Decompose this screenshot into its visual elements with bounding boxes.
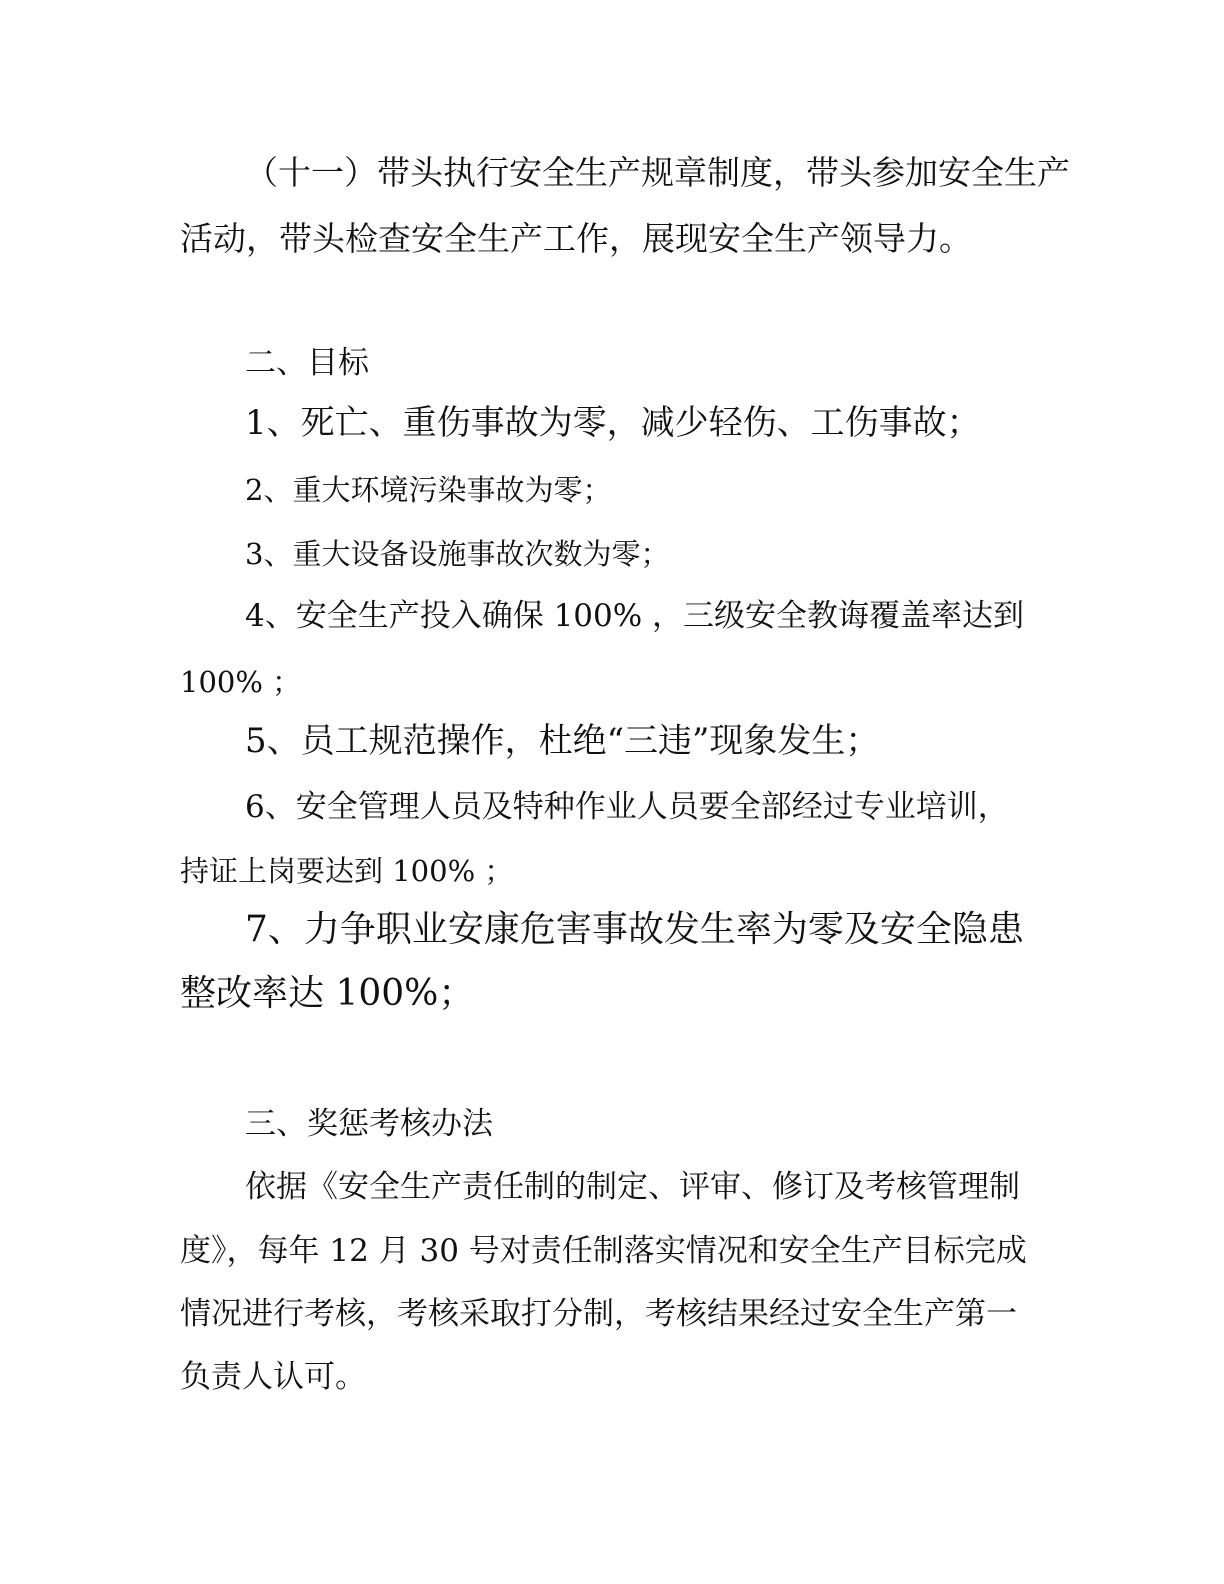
goal-item-7-line-1: 7、力争职业安康危害事故发生率为零及安全隐患 bbox=[245, 909, 1024, 950]
goal-item-2: 2、重大环境污染事故为零； bbox=[245, 473, 612, 507]
section-3-line-3: 情况进行考核，考核采取打分制，考核结果经过安全生产第一 bbox=[180, 1296, 1017, 1332]
goal-item-5: 5、员工规范操作，杜绝“三违”现象发生； bbox=[245, 721, 880, 761]
section-3-line-4: 负责人认可。 bbox=[180, 1359, 366, 1395]
paragraph-11-line-2: 活动，带头检查安全生产工作，展现安全生产领导力。 bbox=[180, 219, 972, 258]
goal-item-1: 1、死亡、重伤事故为零，减少轻伤、工伤事故； bbox=[245, 403, 981, 443]
section-3-line-2: 度》，每年 12 月 30 号对责任制落实情况和安全生产目标完成 bbox=[180, 1233, 1027, 1269]
section-2-heading: 二、目标 bbox=[245, 345, 369, 381]
goal-item-6-line-2: 持证上岗要达到 100% ； bbox=[180, 854, 514, 888]
goal-item-4-line-1: 4、安全生产投入确保 100% ，三级安全教诲覆盖率达到 bbox=[245, 598, 1025, 634]
goal-item-7-line-2: 整改率达 100%； bbox=[180, 973, 475, 1014]
goal-item-6-line-1: 6、安全管理人员及特种作业人员要全部经过专业培训， bbox=[245, 789, 1009, 825]
paragraph-11-line-1: （十一）带头执行安全生产规章制度，带头参加安全生产 bbox=[245, 153, 1070, 192]
section-3-line-1: 依据《安全生产责任制的制定、评审、修订及考核管理制 bbox=[245, 1169, 1020, 1205]
goal-item-3: 3、重大设备设施事故次数为零； bbox=[245, 537, 670, 571]
goal-item-4-line-2: 100% ； bbox=[180, 665, 302, 699]
section-3-heading: 三、奖惩考核办法 bbox=[245, 1106, 493, 1142]
